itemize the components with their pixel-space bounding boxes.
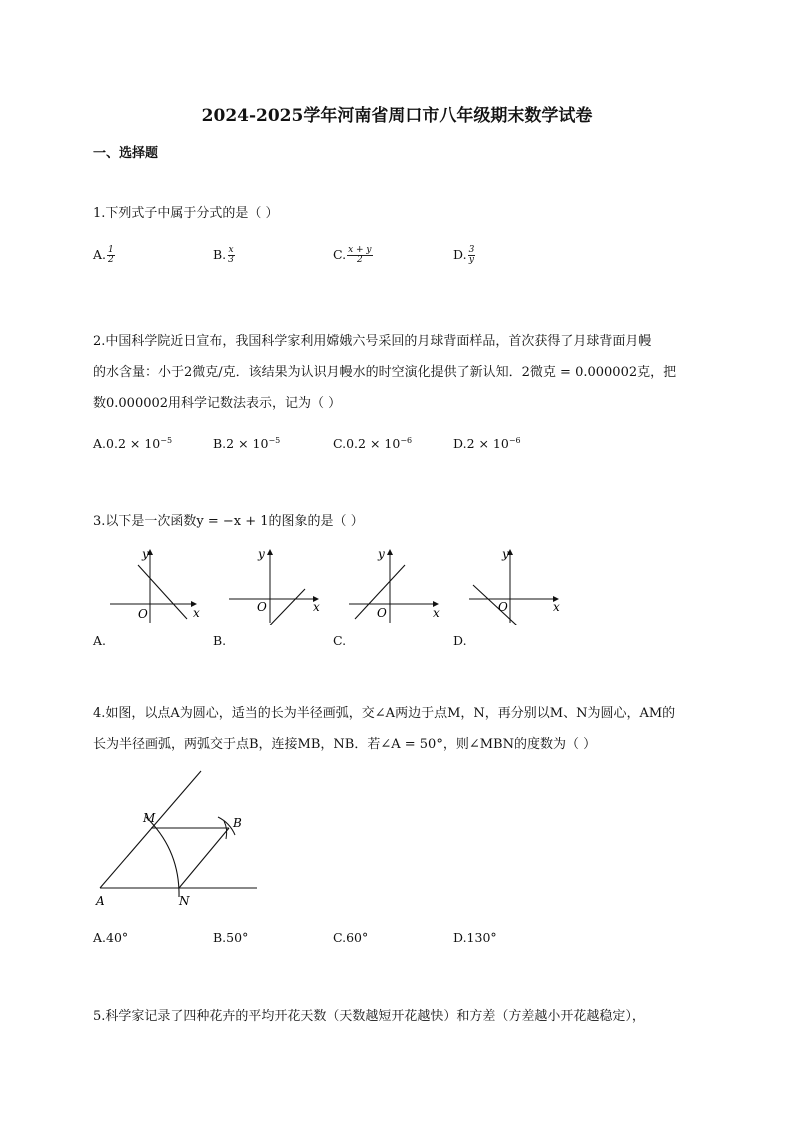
fraction: $\frac{x}{3}$: [228, 245, 234, 265]
q2-option-b: $B.2 \times 10^{-5}$: [213, 436, 281, 452]
q1-option-b: [213, 246, 235, 265]
fraction: $\frac{1}{2}$: [108, 245, 114, 265]
graph-b: [225, 545, 325, 625]
option-label: A.: [93, 247, 107, 262]
origin-label: O: [377, 606, 387, 620]
fraction: $\frac{3}{y}$: [468, 245, 475, 265]
question-5-line-1: 5.科学家记录了四种花卉的平均开花天数（天数越短开花越快）和方差（方差越小开花越稳定），: [93, 1009, 645, 1024]
y-arrow-icon: [387, 549, 393, 555]
fraction: $\frac{x + y}{2}$: [348, 245, 372, 265]
q4-option-d: D.130°: [453, 930, 497, 945]
question-3-stem: 3.以下是一次函数y = −x + 1的图象的是（ ）: [93, 514, 364, 529]
page-title: 2024-2025学年河南省周口市八年级期末数学试卷: [201, 106, 593, 126]
origin-label: O: [257, 600, 267, 614]
x-label: x: [313, 600, 320, 614]
q3-option-a: A.: [93, 633, 107, 648]
point-m-label: M: [143, 811, 156, 825]
graph-d: [465, 545, 565, 625]
question-2-line-2: 的水含量：小于2微克/克．该结果为认识月幔水的时空演化提供了新认知．2微克 = 0.000002克，把: [93, 365, 677, 380]
y-label: y: [258, 547, 265, 561]
y-label: y: [502, 547, 509, 561]
q3-option-d: D.: [453, 633, 467, 648]
option-label: B.: [213, 247, 227, 262]
q1-option-d: [453, 246, 475, 265]
y-label: y: [378, 547, 385, 561]
q2-option-c: $C.0.2 \times 10^{-6}$: [333, 436, 413, 452]
x-label: x: [553, 600, 560, 614]
ray-am: [100, 771, 201, 888]
q2-option-d: $D.2 \times 10^{-6}$: [453, 436, 521, 452]
point-a-label: A: [96, 894, 105, 908]
angle-construction-figure: [90, 765, 270, 910]
q4-option-b: B.50°: [213, 930, 249, 945]
q2-option-a: $A.0.2 \times 10^{-5}$: [93, 436, 173, 452]
question-4-line-2: 长为半径画弧，两弧交于点B，连接MB，NB．若∠A = 50°，则∠MBN的度数为（ ）: [93, 737, 597, 752]
graph-a: [105, 545, 205, 625]
q3-option-c: C.: [333, 633, 347, 648]
section-heading: 一、选择题: [93, 146, 159, 161]
origin-label: O: [498, 600, 508, 614]
question-4-line-1: 4.如图，以点A为圆心，适当的长为半径画弧，交∠A两边于点M，N，再分别以M、N为圆心，AM的: [93, 706, 676, 721]
graph-c: [345, 545, 445, 625]
q4-option-c: C.60°: [333, 930, 369, 945]
x-label: x: [193, 606, 200, 620]
point-b-label: B: [233, 816, 242, 830]
question-2-line-1: 2.中国科学院近日宣布，我国科学家利用嫦娥六号采回的月球背面样品，首次获得了月球背面月幔: [93, 334, 652, 349]
q3-option-b: B.: [213, 633, 227, 648]
x-label: x: [433, 606, 440, 620]
origin-label: O: [138, 607, 148, 621]
q4-option-a: A.40°: [93, 930, 129, 945]
y-label: y: [142, 547, 149, 561]
question-1-stem: 1.下列式子中属于分式的是（ ）: [93, 206, 279, 221]
question-2-line-3: 数0.000002用科学记数法表示，记为（ ）: [93, 396, 342, 411]
option-label: D.: [453, 247, 467, 262]
q1-option-c: [333, 246, 373, 265]
option-label: C.: [333, 247, 347, 262]
q1-option-a: [93, 246, 115, 265]
arc-b-2: [224, 821, 227, 839]
segment-nb: [179, 828, 229, 888]
point-n-label: N: [179, 894, 190, 908]
y-arrow-icon: [267, 549, 273, 555]
